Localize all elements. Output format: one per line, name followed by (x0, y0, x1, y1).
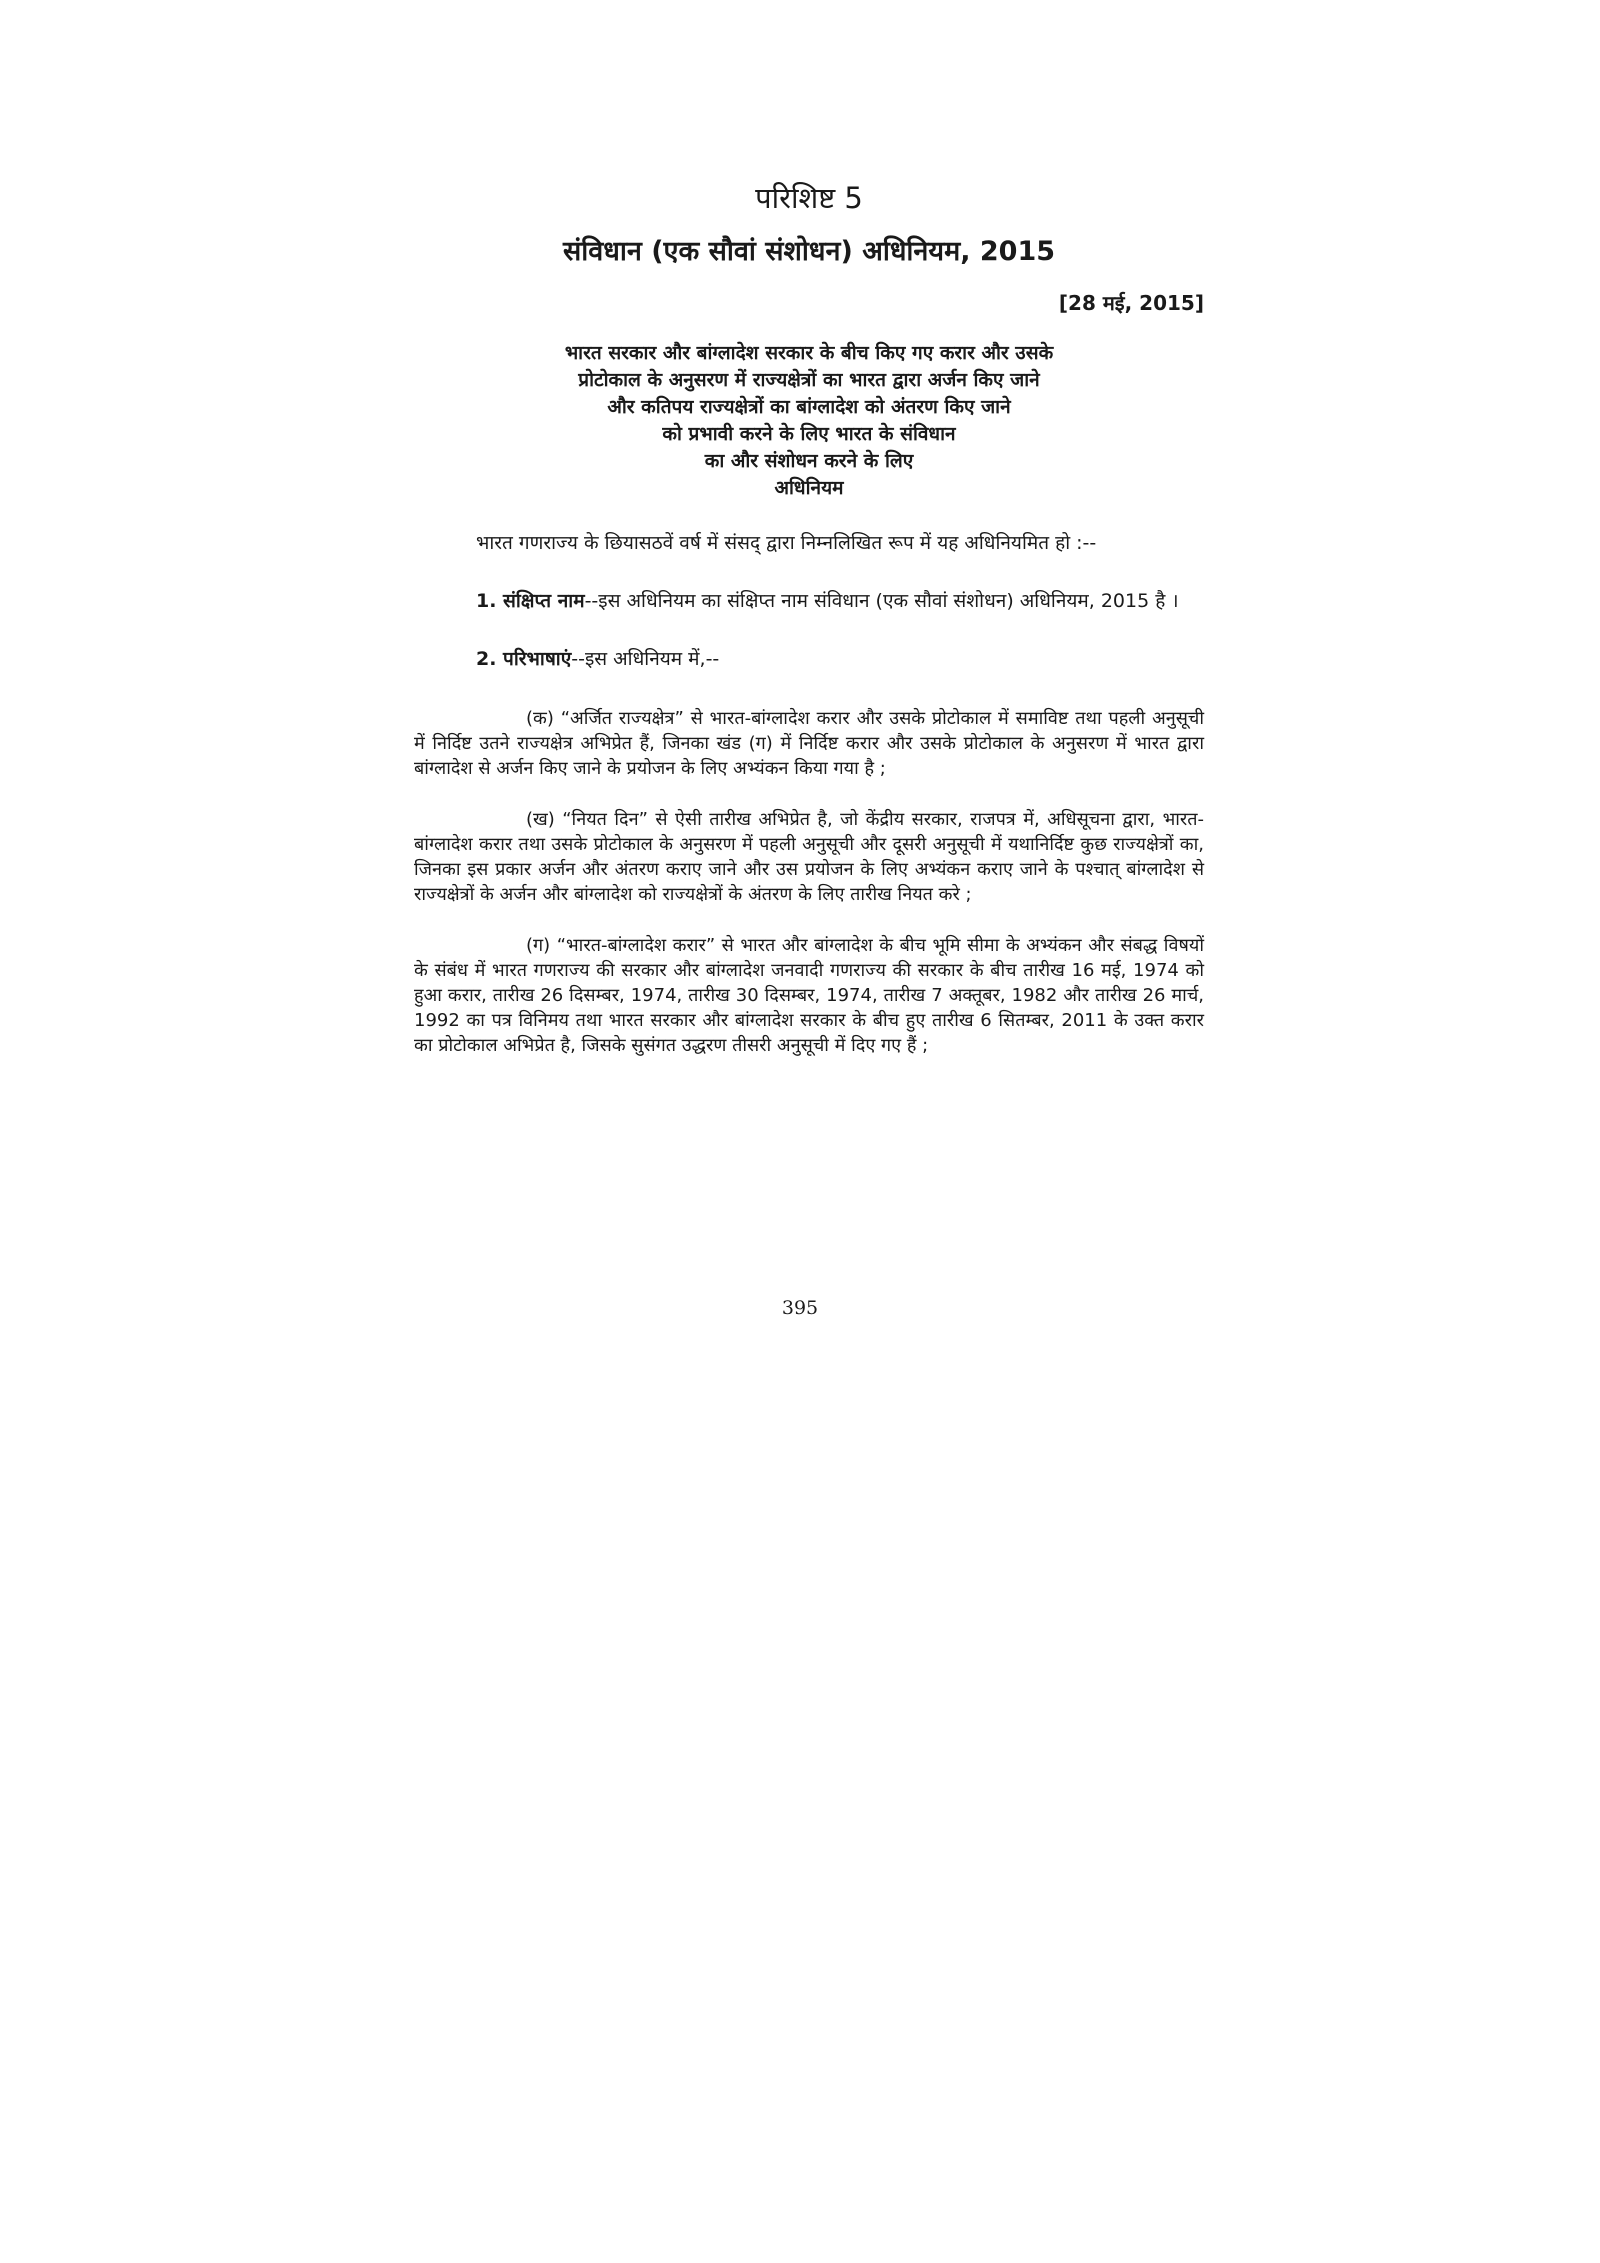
long-title-line: प्रोटोकाल के अनुसरण में राज्यक्षेत्रों का भारत द्वारा अर्जन किए जाने (578, 369, 1040, 391)
page-number: 395 (781, 1297, 819, 1319)
long-title-line: का और संशोधन करने के लिए (704, 450, 914, 472)
appendix-heading: परिशिष्ट 5 (755, 181, 863, 215)
long-title-line: और कतिपय राज्यक्षेत्रों का बांग्लादेश को अंतरण किए जाने (607, 396, 1011, 418)
section-1 (414, 588, 1204, 614)
section-1-text: --इस अधिनियम का संक्षिप्त नाम संविधान (एक सौवां संशोधन) अधिनियम, 2015 है । (584, 590, 1179, 612)
section-1-heading: 1. संक्षिप्त नाम (476, 590, 585, 612)
definition-clause-kha: (ख) “नियत दिन” से ऐसी तारीख अभिप्रेत है, जो केंद्रीय सरकार, राजपत्र में, अधिसूचना द्वारा, भारत-बांग्लादेश करार तथा उसके प्रोटोकाल के अनुसरण में पहली अनुसूची और दूसरी अनुसूची में यथानिर्दिष्ट कुछ राज्यक्षेत्रों का, जिनका इस प्रकार अर्जन और अंतरण कराए जाने और उस प्रयोजन के लिए अभ्यंकन कराए जाने के पश्चात् बांग्लादेश से राज्यक्षेत्रों के अर्जन और बांग्लादेश को राज्यक्षेत्रों के अंतरण के लिए तारीख नियत करे ; (414, 809, 1204, 905)
long-title (414, 340, 1204, 502)
section-2-text: --इस अधिनियम में,-- (571, 648, 720, 670)
definition-clause-ga: (ग) “भारत-बांग्लादेश करार” से भारत और बांग्लादेश के बीच भूमि सीमा के अभ्यंकन और संबद्ध विषयों के संबंध में भारत गणराज्य की सरकार और बांग्लादेश जनवादी गणराज्य की सरकार के बीच तारीख 16 मई, 1974 को हुआ करार, तारीख 26 दिसम्बर, 1974, तारीख 30 दिसम्बर, 1974, तारीख 7 अक्तूबर, 1982 और तारीख 26 मार्च, 1992 का पत्र विनिमय तथा भारत सरकार और बांग्लादेश सरकार के बीच हुए तारीख 6 सितम्बर, 2011 के उक्त करार का प्रोटोकाल अभिप्रेत है, जिसके सुसंगत उद्धरण तीसरी अनुसूची में दिए गए हैं ; (414, 935, 1204, 1056)
document-page (414, 180, 1204, 1058)
act-title: संविधान (एक सौवां संशोधन) अधिनियम, 2015 (562, 236, 1056, 267)
enacting-formula: भारत गणराज्य के छियासठवें वर्ष में संसद् द्वारा निम्नलिखित रूप में यह अधिनियमित हो :-- (476, 532, 1097, 554)
section-2-heading: 2. परिभाषाएं (476, 648, 572, 670)
long-title-line: भारत सरकार और बांग्लादेश सरकार के बीच किए गए करार और उसके (564, 342, 1054, 364)
long-title-line: को प्रभावी करने के लिए भारत के संविधान (662, 423, 956, 445)
section-2 (414, 646, 1204, 672)
long-title-line: अधिनियम (774, 477, 844, 499)
assent-date: [28 मई, 2015] (1058, 291, 1204, 315)
definition-clause-ka: (क) “अर्जित राज्यक्षेत्र” से भारत-बांग्लादेश करार और उसके प्रोटोकाल में समाविष्ट तथा पहली अनुसूची में निर्दिष्ट उतने राज्यक्षेत्र अभिप्रेत हैं, जिनका खंड (ग) में निर्दिष्ट करार और उसके प्रोटोकाल के अनुसरण में भारत द्वारा बांग्लादेश से अर्जन किए जाने के प्रयोजन के लिए अभ्यंकन किया गया है ; (414, 708, 1204, 779)
